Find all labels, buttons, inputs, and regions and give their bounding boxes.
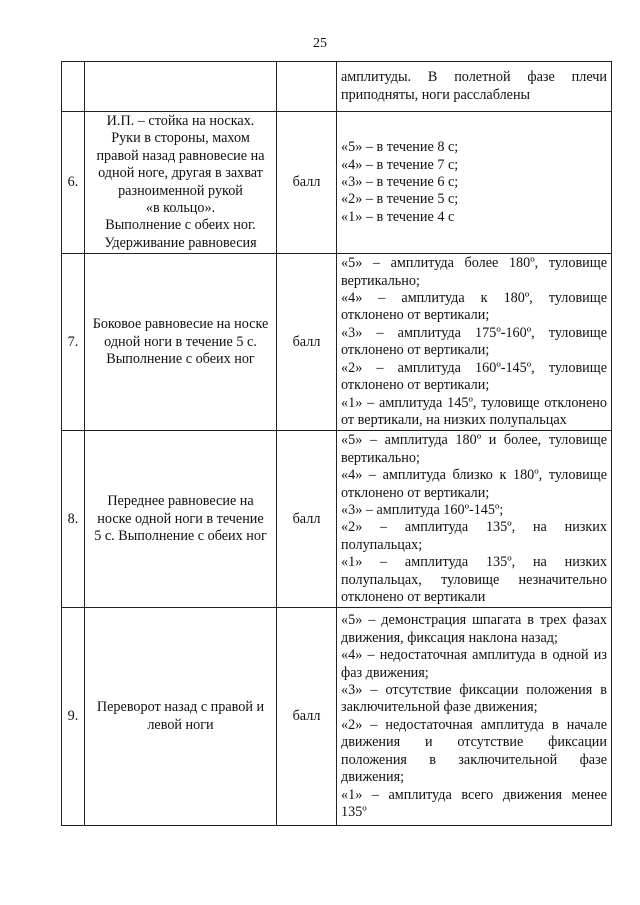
criteria-line: «2» – в течение 5 с; — [341, 191, 459, 208]
criteria-line: полупальцах; — [341, 536, 423, 553]
criteria-line: 135º — [341, 803, 367, 820]
criteria-line: полупальцах, туловище незначительно — [341, 571, 607, 588]
unit-of-measure: балл — [277, 431, 337, 608]
exercise-line: Выполнение с обеих ног. — [105, 217, 256, 234]
table-row — [62, 112, 612, 254]
row-number: 9. — [62, 608, 85, 826]
criteria-line: «3» – амплитуда 160º-145º; — [341, 501, 504, 518]
exercise-line: одной ноги в течение 5 с. — [104, 333, 257, 350]
criteria-line: «2» – недостаточная амплитуда в начале — [341, 716, 607, 733]
criteria-line: отклонено от вертикали — [341, 588, 486, 605]
criteria-line: «5» – амплитуда более 180º, туловище — [341, 255, 607, 272]
criteria-line: движения, фиксация наклона назад; — [341, 629, 558, 646]
unit-of-measure: балл — [277, 608, 337, 826]
criteria-line: «1» – в течение 4 с — [341, 208, 455, 225]
exercise-line: Переворот назад с правой и — [96, 699, 265, 716]
exercise-description — [85, 431, 277, 608]
criteria-line: «4» – амплитуда близко к 180º, туловище — [341, 467, 607, 484]
criteria-line: «4» – в течение 7 с; — [341, 156, 459, 173]
criteria-line: «4» – недостаточная амплитуда в одной из — [341, 647, 607, 664]
grading-criteria — [337, 112, 612, 254]
criteria-line: заключительной фазе движения; — [341, 699, 538, 716]
criteria-line: «1» – амплитуда 145º, туловище отклонено — [341, 394, 607, 411]
criteria-line: «3» – в течение 6 с; — [341, 173, 459, 190]
grading-criteria — [337, 62, 612, 112]
table-row — [62, 431, 612, 608]
exercise-line: разноименной рукой — [118, 182, 243, 199]
assessment-table — [61, 61, 612, 826]
table-row — [62, 254, 612, 431]
criteria-line: «4» – амплитуда к 180º, туловище — [341, 290, 607, 307]
criteria-line: приподняты, ноги расслаблены — [341, 86, 531, 103]
grading-criteria — [337, 431, 612, 608]
criteria-line: от вертикали, на низких полупальцах — [341, 411, 567, 428]
grading-criteria — [337, 254, 612, 431]
exercise-line: «в кольцо». — [145, 200, 216, 217]
criteria-line: «1» – амплитуда всего движения менее — [341, 786, 607, 803]
grading-criteria — [337, 608, 612, 826]
criteria-line: «3» – амплитуда 175º-160º, туловище — [341, 324, 607, 341]
criteria-line: вертикально; — [341, 449, 420, 466]
exercise-description — [85, 62, 277, 112]
exercise-description — [85, 254, 277, 431]
criteria-line: отклонено от вертикали; — [341, 342, 490, 359]
exercise-line: Руки в стороны, махом — [111, 130, 250, 147]
row-number: 6. — [62, 112, 85, 254]
criteria-line: фаз движения; — [341, 664, 429, 681]
criteria-line: «5» – демонстрация шпагата в трех фазах — [341, 612, 607, 629]
criteria-line: положения в заключительной фазе — [341, 751, 607, 768]
page-number: 25 — [313, 36, 327, 51]
criteria-line: амплитуды. В полетной фазе плечи — [341, 69, 607, 86]
criteria-line: отклонено от вертикали; — [341, 307, 490, 324]
exercise-line: правой назад равновесие на — [96, 147, 265, 164]
unit-of-measure — [277, 62, 337, 112]
exercise-line: И.П. – стойка на носках. — [106, 113, 255, 129]
exercise-description — [85, 112, 277, 254]
exercise-line: Удерживание равновесия — [104, 234, 257, 251]
exercise-line: левой ноги — [147, 716, 214, 733]
exercise-line: одной ноге, другая в захват — [98, 165, 263, 182]
criteria-line: вертикально; — [341, 272, 420, 289]
table-row — [62, 608, 612, 826]
row-number — [62, 62, 85, 112]
criteria-line: движения; — [341, 769, 405, 786]
exercise-line: Переднее равновесие на — [107, 493, 254, 510]
unit-of-measure: балл — [277, 112, 337, 254]
table-row — [62, 62, 612, 112]
criteria-line: «2» – амплитуда 160º-145º, туловище — [341, 359, 607, 376]
exercise-line: Выполнение с обеих ног — [106, 350, 255, 367]
exercise-description — [85, 608, 277, 826]
criteria-line: движения и отсутствие фиксации — [341, 734, 607, 751]
criteria-line: отклонено от вертикали; — [341, 377, 490, 394]
unit-of-measure: балл — [277, 254, 337, 431]
row-number: 7. — [62, 254, 85, 431]
exercise-line: Боковое равновесие на носке — [92, 316, 269, 333]
row-number: 8. — [62, 431, 85, 608]
table-body — [62, 62, 612, 826]
exercise-line: носке одной ноги в течение — [97, 510, 264, 527]
criteria-line: «1» – амплитуда 135º, на низких — [341, 554, 607, 571]
criteria-line: отклонено от вертикали; — [341, 484, 490, 501]
criteria-line: «5» – в течение 8 с; — [341, 139, 459, 156]
criteria-line: «3» – отсутствие фиксации положения в — [341, 682, 607, 699]
criteria-line: «5» – амплитуда 180º и более, туловище — [341, 432, 607, 449]
criteria-line: «2» – амплитуда 135º, на низких — [341, 519, 607, 536]
exercise-line: 5 с. Выполнение с обеих ног — [94, 528, 267, 545]
